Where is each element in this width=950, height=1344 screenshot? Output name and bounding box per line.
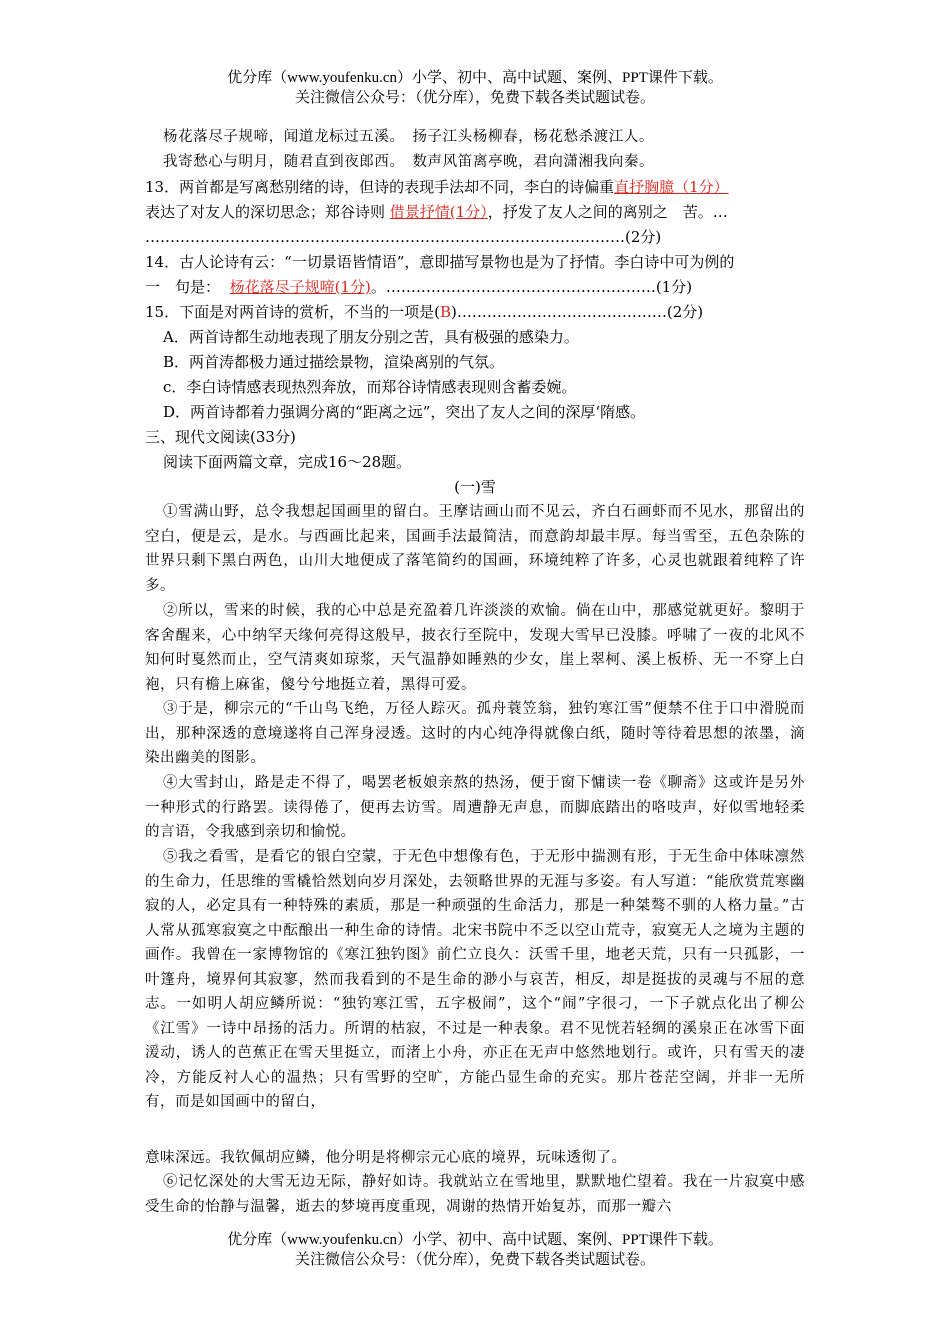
section-title: 三、现代文阅读(33分) bbox=[145, 428, 296, 446]
article-paragraph-4: ④大雪封山，路是走不得了，喝罢老板娘亲熬的热汤，便于窗下慵读一卷《聊斋》这或许是另外一种形式的行路罢。读得倦了，便再去访雪。周遭静无声息，而脚底踏出的咯吱声，好似雪地轻柔的言语，令我感到亲切和愉悦。 bbox=[145, 775, 805, 840]
poem-line-1: 杨花落尽子规啼，闻道龙标过五溪。 扬子江头杨柳春，杨花愁杀渡江人。 bbox=[163, 129, 655, 145]
footer-line-2: 关注微信公众号：（优分库），免费下载各类试题试卷。 bbox=[294, 1252, 655, 1268]
q14-answer: 杨花落尽子规啼(1分) bbox=[229, 278, 371, 296]
article-paragraph-5: ⑤我之看雪，是看它的银白空蒙，于无色中想像有色，于无形中揣测有形，于无生命中体味凛然的生命力，任思维的雪橇恰然划向岁月深处，去领略世界的无涯与多姿。有人写道：“能欣赏荒寒幽寂的人，必定具有一种特殊的素质，那是一种顽强的生命活力，那是一种桀骜不驯的人格力量。”古人常从孤寒寂寞之中酝酿出一种生命的诗情。北宋书院中不乏以空山荒寺，寂寞无人之境为主题的画作。我曾在一家博物馆的《寒江独钓图》前伫立良久：沃雪千里，地老天荒，只有一只孤影，一叶篷舟，境界何其寂寥，然而我看到的不是生命的渺小与哀苦，相反，却是挺拔的灵魂与不屈的意志。一如明人胡应鳞所说：“独钓寒江雪，五字极闹”，这个“闹”字很刁，一下子就点化出了柳公《江雪》一诗中昂扬的活力。所谓的枯寂，不过是一种表象。君不见恍若轻绸的溪泉正在冰雪下面湲动，诱人的芭蕉正在雪天里挺立，而渚上小舟，亦正在无声中悠然地划行。或许，只有雪天的凄冷，方能反衬人心的温热；只有雪野的空旷，方能凸显生命的充实。那片苍茫空阔，并非一无所有，而是如国画中的留白， bbox=[145, 849, 805, 1110]
article-paragraph-2: ②所以，雪来的时候，我的心中总是充盈着几许淡淡的欢愉。倘在山中，那感觉就更好。黎明于客舍醒来，心中纳罕天缘何亮得这般早，披衣行至院中，发现大雪早已没膝。呼啸了一夜的北风不知何时戛然而止，空气清爽如琼浆，天气温静如睡熟的少女，崖上翠柯、溪上板桥、无一不穿上白袍，只有檐上麻雀，傻兮兮地挺立着，黑得可爱。 bbox=[145, 603, 805, 693]
q13-text-a: 13．两首都是写离愁别绪的诗，但诗的表现手法却不同，李白的诗偏重 bbox=[145, 178, 615, 196]
q13-answer-2: 借景抒情(1分） bbox=[389, 203, 488, 221]
question-14-line-1: 14．古人论诗有云：“一切景语皆情语”，意即描写景物也是为了抒情。李白诗中可为例的 bbox=[145, 253, 735, 271]
section-instruction: 阅读下面两篇文章，完成16～28题。 bbox=[163, 453, 412, 471]
q15-text-a: 15．下面是对两首诗的赏析，不当的一项是( bbox=[145, 303, 440, 321]
page-footer bbox=[0, 1230, 950, 1270]
q15-text-b: )……………………………………(2分) bbox=[450, 303, 704, 321]
q13-text-c: ，抒发了友人之间的离别之 苦。… bbox=[487, 203, 728, 221]
question-14-line-2 bbox=[145, 277, 692, 297]
question-13-line-2 bbox=[145, 202, 728, 222]
q15-option-c: c．李白诗情感表现热烈奔放，而郑谷诗情感表现则含蓄委婉。 bbox=[163, 378, 577, 396]
header-line-2: 关注微信公众号：（优分库），免费下载各类试题试卷。 bbox=[294, 90, 655, 106]
article-paragraph-6: ⑥记忆深处的大雪无边无际，静好如诗。我就站立在雪地里，默默地伫望着。我在一片寂寞中感受生命的怡静与温馨，逝去的梦境再度重现，凋谢的热情开始复苏，而那一瓣六 bbox=[145, 1174, 805, 1215]
page-header bbox=[0, 68, 950, 108]
q13-answer-1: 直抒胸臆（1分） bbox=[614, 178, 729, 196]
article-title: (一)雪 bbox=[454, 478, 496, 496]
footer-line-1: 优分库（www.youfenku.cn）小学、初中、高中试题、案例、PPT课件下载。 bbox=[227, 1232, 723, 1248]
article-paragraph-3: ③于是，柳宗元的“千山鸟飞绝，万径人踪灭。孤舟蓑笠翁，独钓寒江雪”便禁不住于口中滑脱而出，那种深透的意境遂将自己浑身浸透。这时的内心纯净得就像白纸，随时等待着思想的浓墨，滴染出幽美的图影。 bbox=[145, 701, 805, 766]
q15-option-d: D．两首诗都着力强调分离的“距离之远”，突出了友人之间的深厚‘隋感。 bbox=[163, 403, 646, 421]
q13-text-b: 表达了对友人的深切思念；郑谷诗则 bbox=[145, 203, 386, 221]
poem-line-2: 我寄愁心与明月，随君直到夜郎西。 数声风笛离亭晚，君向潇湘我向秦。 bbox=[163, 154, 655, 170]
q15-option-a: A．两首诗都生动地表现了朋友分别之苦，具有极强的感染力。 bbox=[163, 328, 579, 346]
q14-text-c: 。………………………………………………(1分) bbox=[370, 278, 693, 296]
q14-text-b: 一 句是： bbox=[145, 278, 221, 296]
q15-option-b: B．两首涛都极力通过描绘景物，渲染离别的气氛。 bbox=[163, 353, 505, 371]
article-paragraph-5-end: 意味深远。我钦佩胡应鳞，他分明是将柳宗元心底的境界，玩味透彻了。 bbox=[145, 1150, 627, 1166]
header-line-1: 优分库（www.youfenku.cn）小学、初中、高中试题、案例、PPT课件下载。 bbox=[227, 70, 723, 86]
q15-answer: B bbox=[439, 303, 451, 321]
question-13-line-1 bbox=[145, 177, 729, 197]
question-13-line-3: ……………………………………………………………………………………(2分) bbox=[145, 228, 662, 246]
article-paragraph-1: ①雪满山野，总令我想起国画里的留白。王摩诘画山而不见云，齐白石画虾而不见水，那留出的空白，便是云，是水。与西画比起来，国画手法最简洁，而意韵却最丰厚。每当雪至，五色杂陈的世界只剩下黑白两色，山川大地便成了落笔简约的国画，环境纯粹了许多，心灵也就跟着纯粹了许多。 bbox=[145, 504, 805, 594]
question-15-stem bbox=[145, 302, 703, 322]
